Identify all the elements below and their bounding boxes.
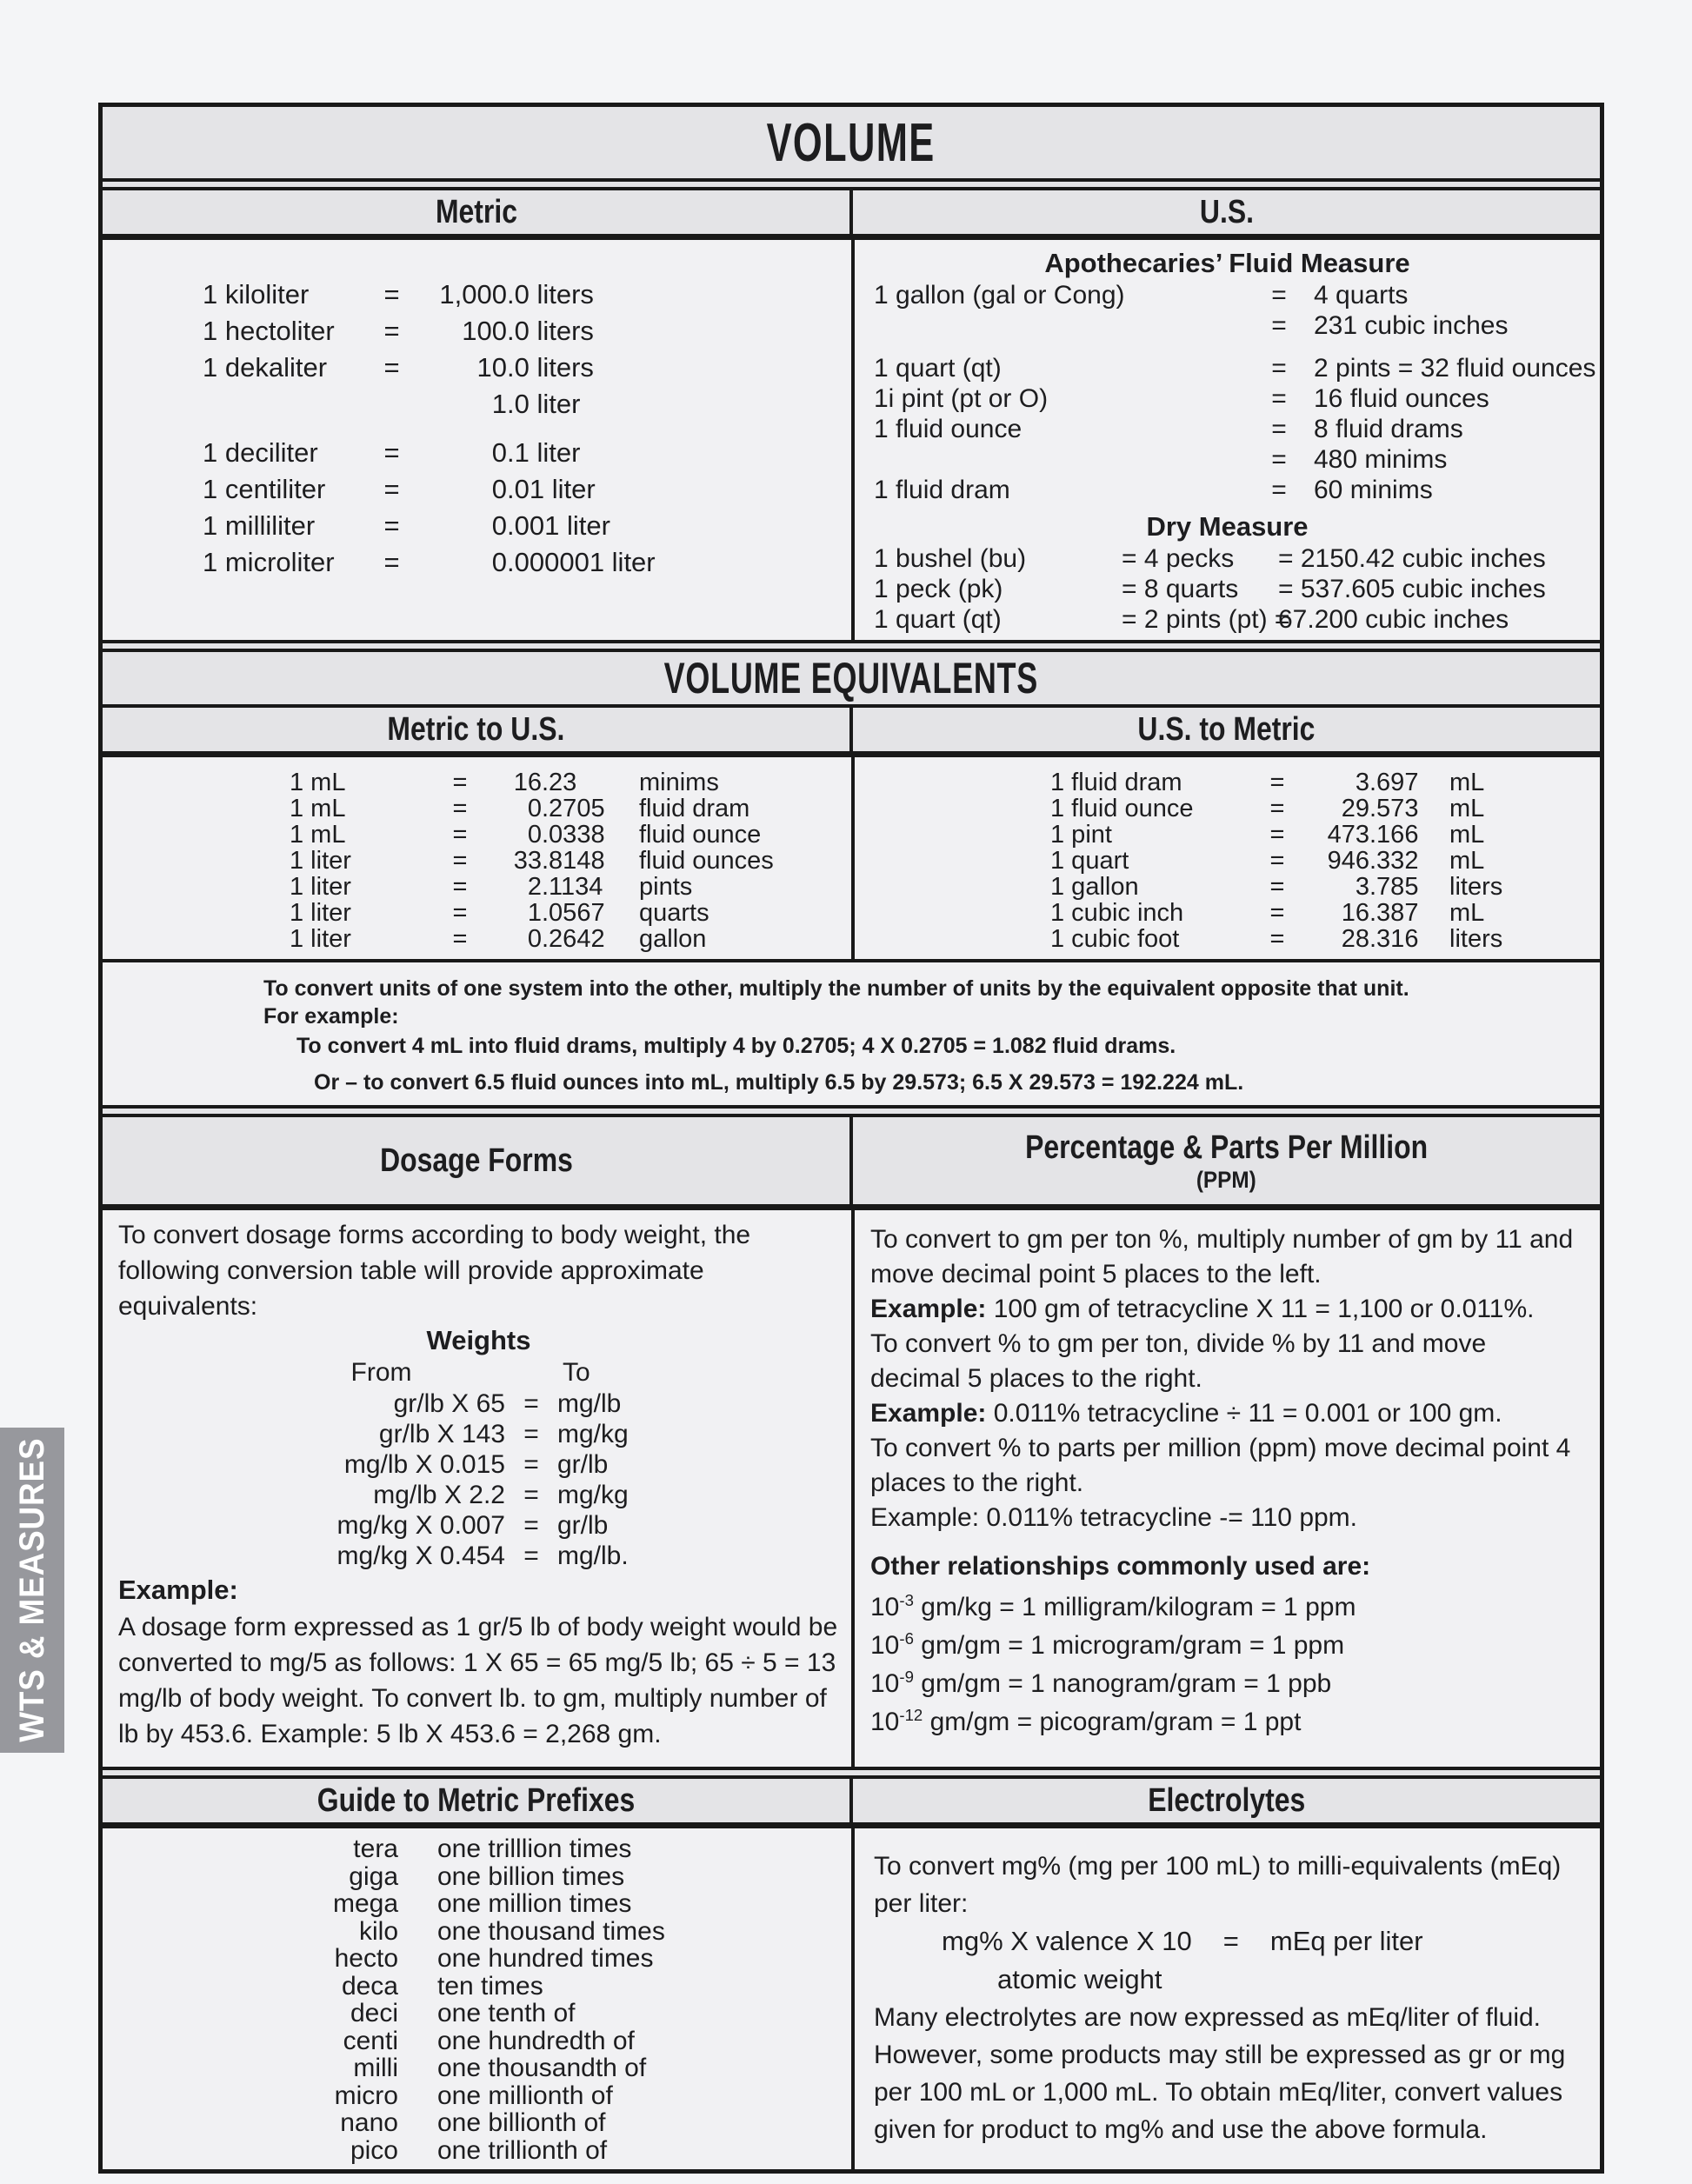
ppm-subheader: (PPM) [1196, 1166, 1256, 1193]
reference-card [98, 103, 1604, 2174]
metric-conversion-list: 1 kiloliter = 1,000 .0 liters 1 hectoliter = 100 .0 liters 1 dekaliter = 10 .0 liters 1 .0 liter 1 deciliter = 0 .1 liter 1 centiliter = 0 .01 liter 1 milliliter = 0 .001 liter 1 microliter = 0 .000001 liter [203, 279, 656, 577]
dosage-example-label: Example: [118, 1575, 238, 1605]
us-header-cell [849, 190, 1600, 234]
double-rule-divider [103, 640, 1600, 652]
apothecaries-fluid-title: Apothecaries’ Fluid Measure [1044, 248, 1410, 278]
equivalents-column-headers [103, 708, 1600, 757]
volume-body-row [103, 240, 1600, 640]
weights-list: gr/lb X 65 = mg/lb gr/lb X 143 = mg/kg mg/lb X 0.015 = gr/lb mg/lb X 2.2 = mg/kg mg/kg X 0.007 = gr/lb mg/kg X 0.454 = mg/lb. [336, 1389, 629, 1570]
volume-title: VOLUME [766, 112, 936, 173]
dosage-ppm-headers [103, 1117, 1600, 1210]
us-to-metric-header-cell [849, 708, 1600, 751]
metric-to-us-cell [103, 757, 851, 959]
electrolytes-header-cell [849, 1779, 1600, 1822]
double-rule-divider [103, 1105, 1600, 1117]
metric-prefixes-list: tera one trilllion times giga one billion times mega one million times kilo one thousand times hecto one hundred times deca ten times deci one tenth of centi one hundredth of milli one thousandth of micro one millionth of nano one billionth of pico one trillionth of [332, 1834, 665, 2165]
ppm-other-title: Other relationships commonly used are: [870, 1552, 1371, 1581]
dry-measure-title: Dry Measure [1146, 511, 1309, 542]
us-conversions-cell [851, 240, 1600, 640]
apothecaries-fluid-list: 1 gallon (gal or Cong) = 4 quarts = 231 cubic inches 1 quart (qt) = 2 pints = 32 fluid ounces 1i pint (pt or O) = 16 fluid ounces 1 fluid ounce = 8 fluid drams = 480 minims 1 fluid dram = 60 minims [874, 281, 1596, 504]
wts-measures-tab [0, 1428, 64, 1753]
metric-to-us-list: 1 mL = 16 .23 minims 1 mL = 0 .2705 fluid dram 1 mL = 0 .0338 fluid ounce 1 liter = 33 .8148 fluid ounces 1 liter = 2 .1134 pints 1 liter = 1 .0567 quarts 1 liter = 0 .2642 gallon [290, 769, 774, 953]
ppm-header-cell [849, 1117, 1600, 1204]
dry-measure-list: 1 bushel (bu) = 4 pecks = 2150.42 cubic inches 1 peck (pk) = 8 quarts = 537.605 cubic inches 1 quart (qt) = 2 pints (pt) = 67.200 cubic inches [874, 544, 1546, 634]
double-rule-divider [103, 178, 1600, 190]
electrolytes-cell [851, 1828, 1600, 2169]
ppm-paragraphs: To convert to gm per ton %, multiply number of gm by 11 and move decimal point 5 places to the left. Example: 100 gm of tetracycline X 11 = 1,100 or 0.011%. To convert % to gm per ton, divide % by 11 and move decimal 5 places to the right. Example: 0.011% tetracycline ÷ 11 = 0.001 or 100 gm. To convert % to parts per million (ppm) move decimal point 4 places to the right. Example: 0.011% tetracycline -= 110 ppm. [870, 1225, 1574, 1532]
tab-rotated-wrap [0, 1428, 64, 1753]
metric-to-us-header-cell [103, 708, 849, 751]
conversion-note-line1: To convert units of one system into the other, multiply the number of units by the equivalent opposite that unit. [263, 976, 1409, 1001]
weights-title: Weights [426, 1325, 531, 1355]
us-to-metric-list: 1 fluid dram = 3 .697 mL 1 fluid ounce = 29 .573 mL 1 pint = 473 .166 mL 1 quart = 946 .332 mL 1 gallon = 3 .785 liters 1 cubic inch = 16 .387 mL 1 cubic foot = 28 .316 liters [1050, 769, 1503, 953]
metric-conversions-cell [103, 240, 851, 640]
us-to-metric-cell [851, 757, 1600, 959]
weights-from-to-row [118, 1357, 839, 1388]
prefixes-electrolytes-body-row [103, 1828, 1600, 2169]
volume-equivalents-title-bar [103, 652, 1600, 708]
dosage-forms-cell [103, 1210, 851, 1767]
electrolytes-formula-right: mEq per liter [1269, 1926, 1423, 1956]
electrolytes-formula [874, 1922, 1577, 1961]
tab-label: WTS & MEASURES [12, 1437, 51, 1743]
metric-prefixes-header-cell [103, 1779, 849, 1822]
dosage-forms-header-cell [103, 1117, 849, 1204]
electrolytes-denominator: atomic weight [997, 1964, 1162, 1994]
volume-column-headers [103, 190, 1600, 240]
electrolytes-intro: To convert mg% (mg per 100 mL) to milli-equivalents (mEq) per liter: [874, 1852, 1562, 1918]
dosage-forms-header: Dosage Forms [379, 1142, 573, 1179]
weights-to-label: To [563, 1358, 590, 1387]
electrolytes-header: Electrolytes [1148, 1781, 1305, 1819]
equivalents-body-row [103, 757, 1600, 959]
electrolytes-formula-equals: = [1222, 1926, 1239, 1956]
dosage-ppm-body-row [103, 1210, 1600, 1767]
conversion-note [103, 959, 1600, 1105]
dosage-intro: To convert dosage forms according to body weight, the following conversion table will provide approximate equivalents: [118, 1221, 751, 1321]
us-to-metric-header: U.S. to Metric [1137, 710, 1316, 748]
conversion-note-line4: Or – to convert 6.5 fluid ounces into mL, multiply 6.5 by 29.573; 6.5 X 29.573 = 192.224 mL. [314, 1070, 1244, 1095]
volume-equivalents-title: VOLUME EQUIVALENTS [663, 654, 1039, 702]
metric-header-cell [103, 190, 849, 234]
ppm-relationships-list: $10^{-3}$ gm/kg = 1 milligram/kilogram = 1 ppm $10^{-6}$ gm/gm = 1 microgram/gram = 1 ppm $10^{-9}$ gm/gm = 1 nanogram/gram = 1 ppb $10^{-12}$ gm/gm = picogram/gram = 1 ppt [870, 1591, 1356, 1736]
us-header: U.S. [1199, 193, 1254, 230]
prefixes-electrolytes-headers [103, 1779, 1600, 1828]
weights-from-label: From [350, 1358, 412, 1387]
double-rule-divider [103, 1767, 1600, 1779]
dosage-example-text: A dosage form expressed as 1 gr/5 lb of body weight would be converted to mg/5 as follows: 1 X 65 = 65 mg/5 lb; 65 ÷ 5 = 13 mg/lb of body weight. To convert lb. to gm, multiply number of lb by 453.6. Example: 5 lb X 453.6 = 2,268 gm. [118, 1613, 838, 1748]
metric-header: Metric [435, 193, 517, 230]
electrolytes-formula-left: mg% X valence X 10 [942, 1926, 1192, 1956]
volume-title-bar [103, 107, 1600, 178]
ppm-cell [851, 1210, 1600, 1767]
electrolytes-body: Many electrolytes are now expressed as mEq/liter of fluid. However, some products may still be expressed as gr or mg per 100 mL or 1,000 mL. To obtain mEq/liter, convert values given for product to mg% and use the above formula. [874, 2003, 1566, 2144]
ppm-header: Percentage & Parts Per Million [1025, 1129, 1428, 1166]
metric-prefixes-cell [103, 1828, 851, 2169]
metric-prefixes-header: Guide to Metric Prefixes [316, 1781, 636, 1819]
metric-to-us-header: Metric to U.S. [387, 710, 565, 748]
conversion-note-line3: To convert 4 mL into fluid drams, multiply 4 by 0.2705; 4 X 0.2705 = 1.082 fluid drams. [296, 1034, 1176, 1058]
conversion-note-line2: For example: [263, 1004, 399, 1029]
